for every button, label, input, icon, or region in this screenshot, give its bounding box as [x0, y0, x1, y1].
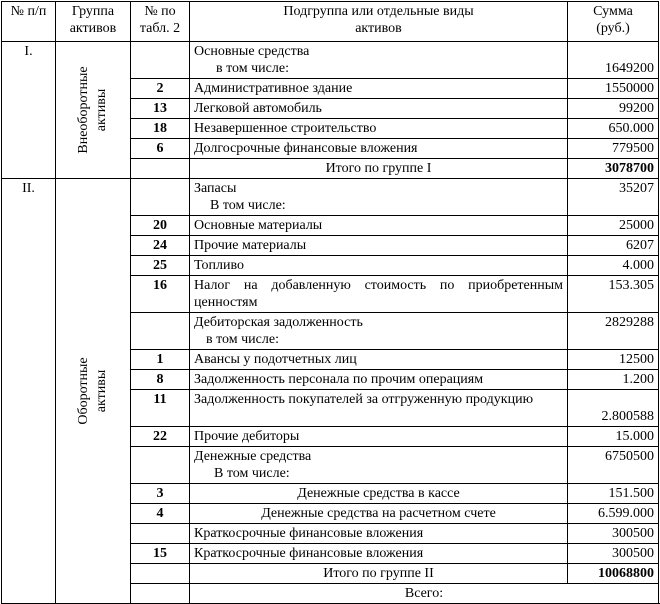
- table-row-ref: [131, 564, 190, 584]
- table-row-ref: 22: [131, 427, 190, 447]
- section1-group-label: [75, 66, 111, 153]
- table-row-ref: [131, 313, 190, 350]
- header-ref: № по табл. 2: [131, 2, 190, 42]
- header-group: Группа активов: [56, 2, 131, 42]
- table-row-name: Основные материалы: [190, 216, 568, 236]
- table-row-ref: 3: [131, 484, 190, 504]
- section2-debitor-line1: Дебиторская задолженность: [194, 315, 363, 330]
- table-row-sum: 779500: [568, 139, 659, 159]
- section2-total-label: Итого по группе II: [190, 564, 568, 584]
- section1-intro-line1: Основные средства: [194, 44, 310, 59]
- table-row-sum: 650.000: [568, 119, 659, 139]
- table-row-name: Долгосрочные финансовые вложения: [190, 139, 568, 159]
- section1-group-line1: Внеоборотные: [76, 66, 91, 154]
- header-row: [2, 2, 659, 42]
- section2-debitor-line2: в том числе:: [206, 332, 279, 347]
- table-row-ref: [131, 179, 190, 216]
- table-row-sum: 6207: [568, 236, 659, 256]
- section1-group-line2: активы: [94, 88, 109, 132]
- table-row-ref: 24: [131, 236, 190, 256]
- section2-group-line1: Оборотные: [76, 357, 91, 425]
- table-row-ref: 13: [131, 99, 190, 119]
- table-row-name: Краткосрочные финансовые вложения: [190, 544, 568, 564]
- section2-zapasy-sum: 35207: [568, 179, 659, 216]
- table-row-sum: 6.599.000: [568, 504, 659, 524]
- section2-group-line2: активы: [94, 369, 109, 413]
- section1-intro-row: [2, 42, 659, 79]
- table-row-name: Незавершенное строительство: [190, 119, 568, 139]
- section1-group-cell: [56, 42, 131, 179]
- table-row-ref: 6: [131, 139, 190, 159]
- header-sum: Сумма (руб.): [568, 2, 659, 42]
- table-row-name: Прочие дебиторы: [190, 427, 568, 447]
- table-row-name: Задолженность покупателей за отгруженную продукцию: [190, 390, 568, 427]
- section1-total-sum: 3078700: [568, 159, 659, 179]
- grand-total-blank: [131, 584, 190, 604]
- table-row-name: Денежные средства на расчетном счете: [190, 504, 568, 524]
- table-row-sum: 300500: [568, 544, 659, 564]
- section2-zapasy-row: [2, 179, 659, 216]
- table-row-ref: [131, 159, 190, 179]
- table-row-name: Задолженность персонала по прочим операциям: [190, 370, 568, 390]
- table-row-sum: 4.000: [568, 256, 659, 276]
- table-row-ref: [131, 42, 190, 79]
- table-row-sum: 12500: [568, 350, 659, 370]
- table-row-ref: 4: [131, 504, 190, 524]
- table-row-name: Авансы у подотчетных лиц: [190, 350, 568, 370]
- table-row-sum: 25000: [568, 216, 659, 236]
- section2-money-sum: 6750500: [568, 447, 659, 484]
- table-row-ref: 25: [131, 256, 190, 276]
- section2-zapasy-line2: В том числе:: [210, 198, 286, 213]
- table-row-ref: 1: [131, 350, 190, 370]
- section2-money-line2: В том числе:: [214, 466, 290, 481]
- table-row-ref: 2: [131, 79, 190, 99]
- header-no: № п/п: [2, 2, 56, 42]
- section2-group-label: [75, 357, 111, 424]
- table-row-sum: 1550000: [568, 79, 659, 99]
- table-row-ref: 8: [131, 370, 190, 390]
- section2-debitor-sum: 2829288: [568, 313, 659, 350]
- section1-intro-sum: 1649200: [568, 42, 659, 79]
- section2-money-name: [190, 447, 568, 484]
- table-row-ref: 20: [131, 216, 190, 236]
- table-row-ref: [131, 524, 190, 544]
- section1-total-label: Итого по группе I: [190, 159, 568, 179]
- section2-zapasy-line1: Запасы: [194, 181, 237, 196]
- table-row-name: Административное здание: [190, 79, 568, 99]
- table-row-ref: 18: [131, 119, 190, 139]
- header-subgroup: Подгруппа или отдельные виды активов: [190, 2, 568, 42]
- section2-debitor-name: [190, 313, 568, 350]
- section1-intro-line2: в том числе:: [216, 61, 289, 76]
- table-row-sum: 1.200: [568, 370, 659, 390]
- section2-group-cell: [56, 179, 131, 604]
- table-row-name: Краткосрочные финансовые вложения: [190, 524, 568, 544]
- table-row-sum: 300500: [568, 524, 659, 544]
- table-row-name: Топливо: [190, 256, 568, 276]
- table-row-name: Легковой автомобиль: [190, 99, 568, 119]
- section2-total-sum: 10068800: [568, 564, 659, 584]
- table-row-name: Денежные средства в кассе: [190, 484, 568, 504]
- table-row-ref: 15: [131, 544, 190, 564]
- table-row-sum: 99200: [568, 99, 659, 119]
- table-row-ref: 11: [131, 390, 190, 427]
- table-row-sum: 2.800588: [568, 390, 659, 427]
- section2-zapasy-name: [190, 179, 568, 216]
- section1-number: I.: [2, 42, 56, 179]
- section1-intro-name: [190, 42, 568, 79]
- table-row-name: Налог на добавленную стоимость по приобретенным ценностям: [190, 276, 568, 313]
- grand-total-label: Всего:: [190, 584, 659, 604]
- table-row-ref: 16: [131, 276, 190, 313]
- table-row-name: Прочие материалы: [190, 236, 568, 256]
- table-row-sum: 153.305: [568, 276, 659, 313]
- table-row-sum: 15.000: [568, 427, 659, 447]
- table-row-ref: [131, 447, 190, 484]
- assets-table: [1, 1, 659, 604]
- section2-number: II.: [2, 179, 56, 604]
- table-row-sum: 151.500: [568, 484, 659, 504]
- section2-money-line1: Денежные средства: [194, 449, 312, 464]
